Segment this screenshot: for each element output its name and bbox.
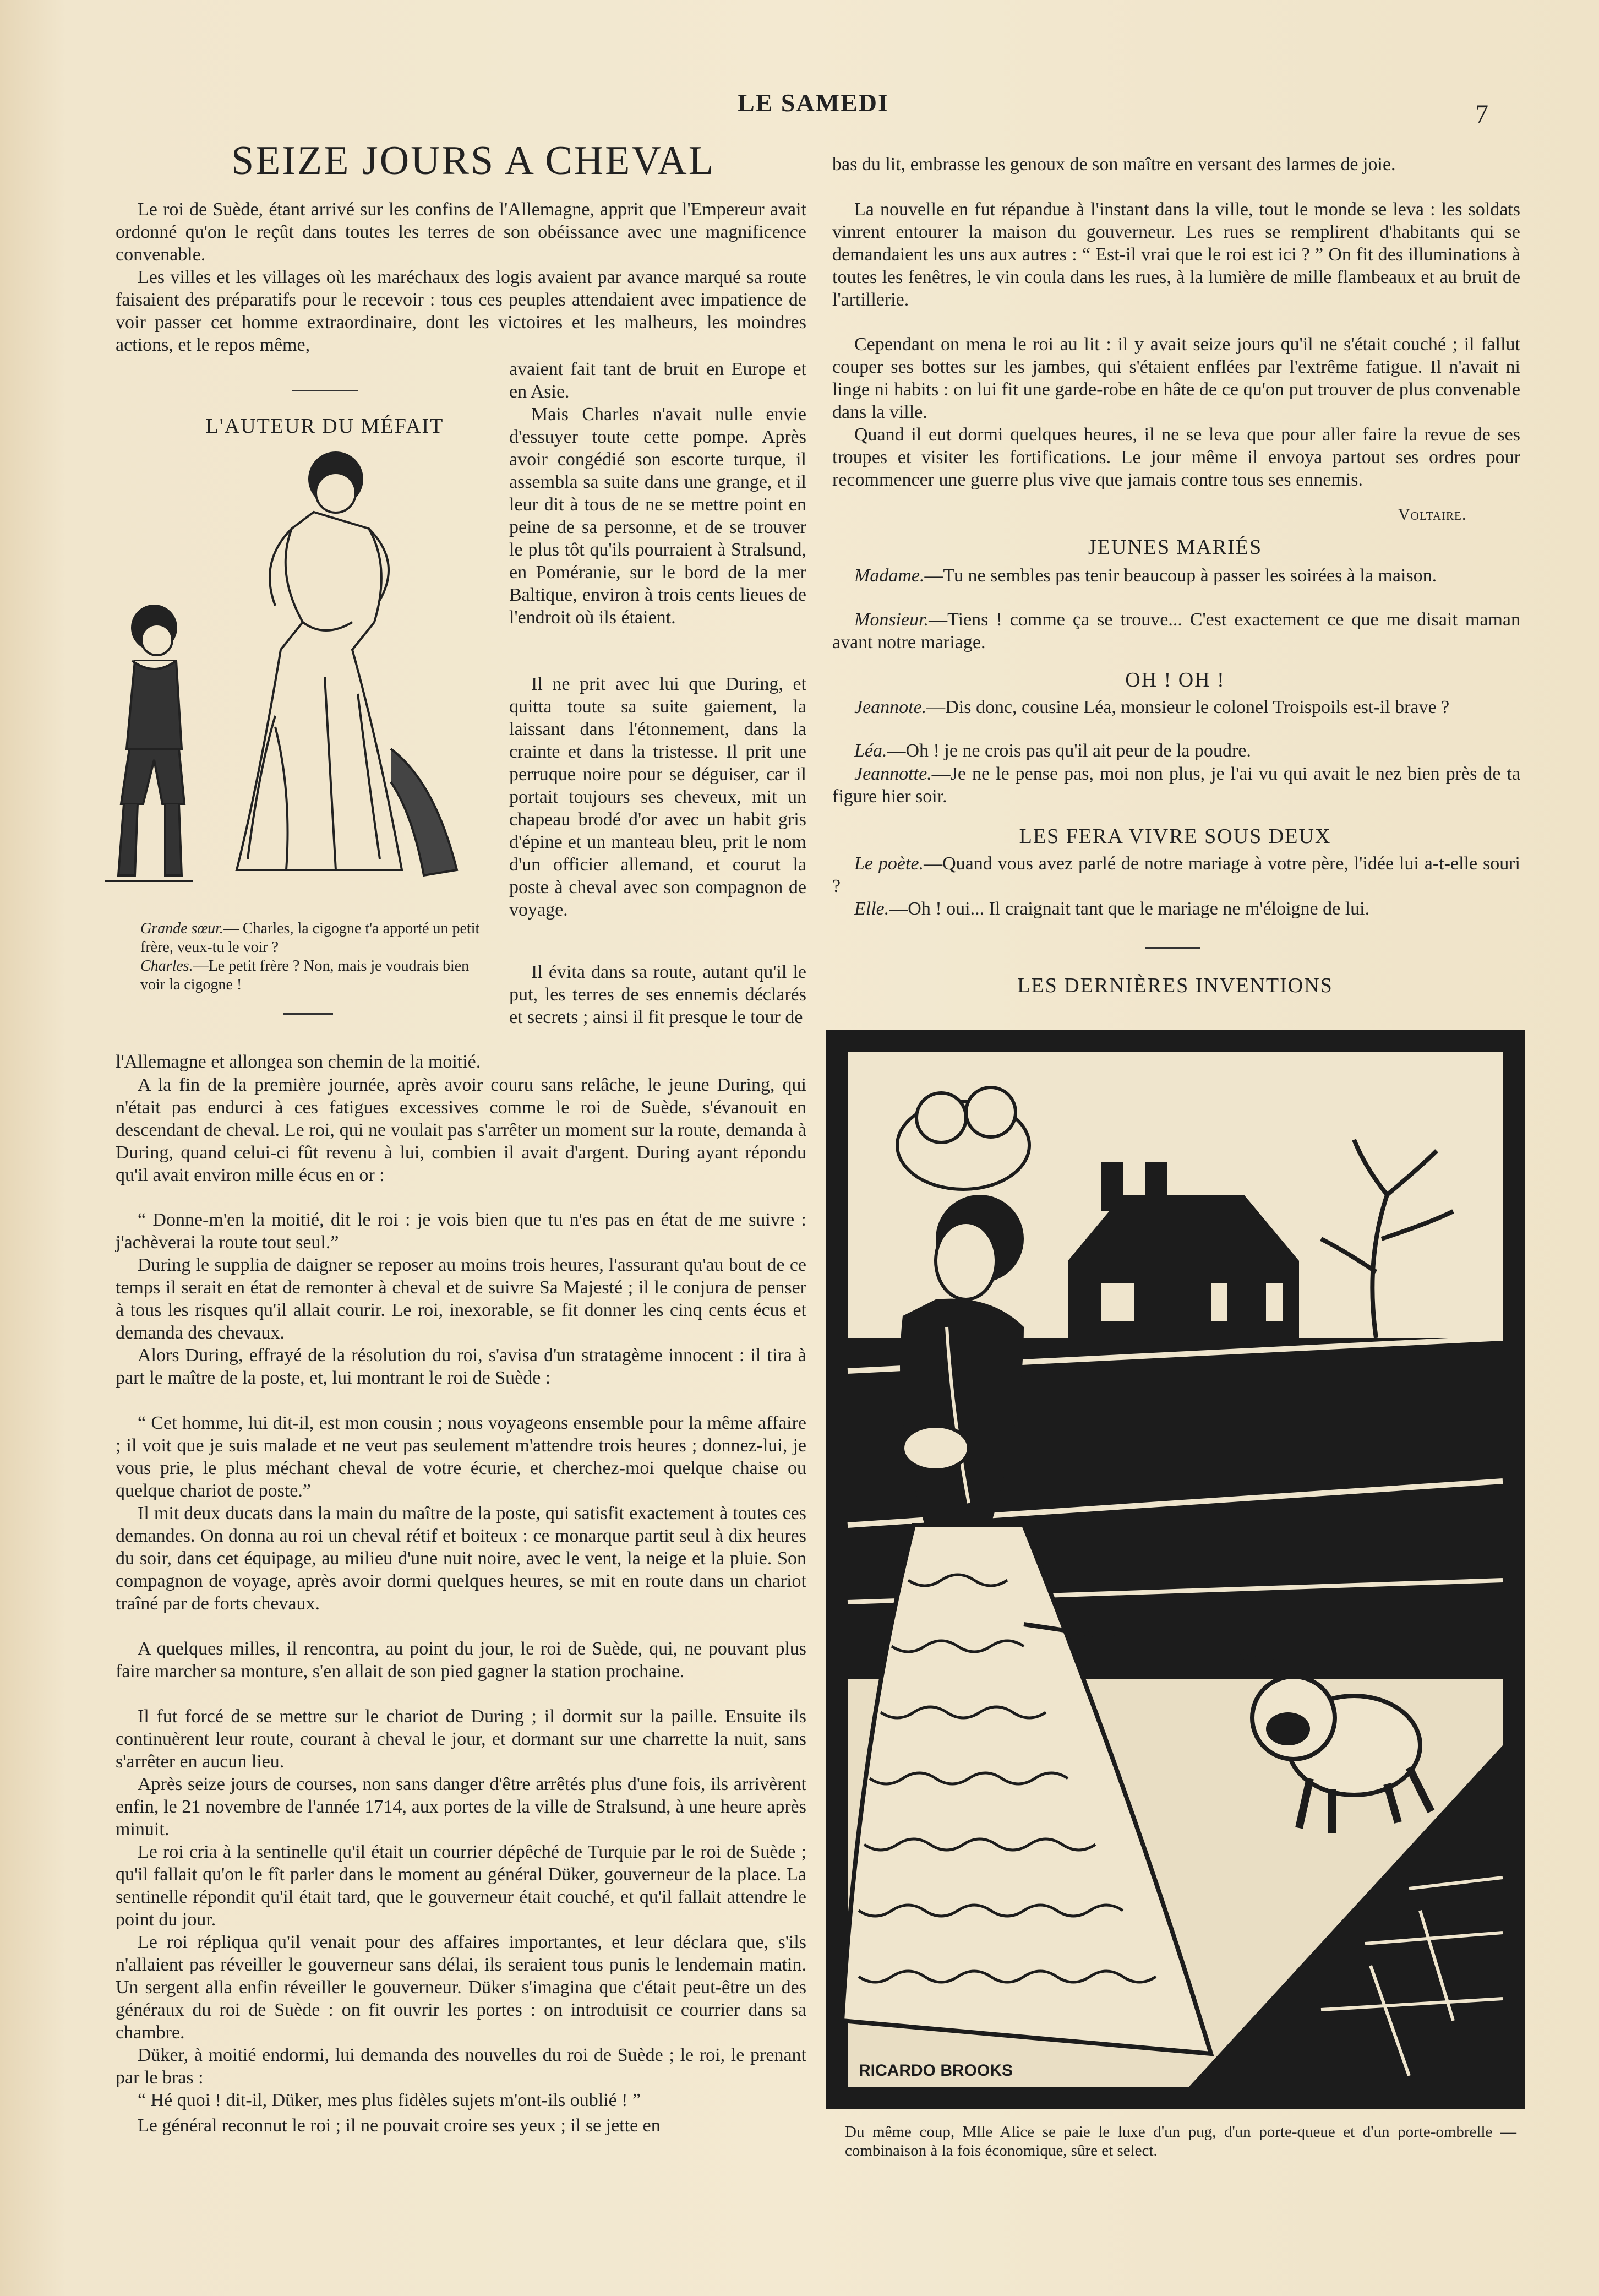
artist-signature: RICARDO BROOKS [859,2061,1013,2080]
article-author: Voltaire. [1398,505,1467,524]
article-paragraph: A quelques milles, il rencontra, au point du jour, le roi de Suède, qui, ne pouvant plus faire marcher sa monture, s'en allait de son pied gagner la station prochaine. [116,1639,806,1682]
joke-speaker: Elle. [854,899,889,919]
cartoon-illustration-sister-and-boy [94,440,490,908]
joke-speaker: Jeannote. [854,697,927,717]
article-paragraph: Les villes et les villages où les maréchaux des logis avaient par avance marqué sa route faisaient des préparatifs pour le recevoir : tous ces peuples attendaient avec impatience de voir passer cet homme extraordinaire, dont les victoires et les malheurs, les moindres actions, et le repos même, [116,267,806,355]
article-title: SEIZE JOURS A CHEVAL [231,138,715,183]
article-paragraph: “ Hé quoi ! dit-il, Düker, mes plus fidèles sujets m'ont-ils oublié ! ” [138,2090,641,2110]
article-paragraph: “ Donne-m'en la moitié, dit le roi : je vois bien que tu n'es pas en état de me suivre : j'achèverai la route tout seul.” [116,1210,806,1253]
article-paragraph: Le roi de Suède, étant arrivé sur les confins de l'Allemagne, apprit que l'Empereur avait ordonné qu'on le reçût dans toutes les terres de son obéissance avec une magnificence convenable. [116,199,806,265]
joke-line [832,852,1520,897]
article-paragraph: Il mit deux ducats dans la main du maître de la poste, qui satisfit exactement à toutes ces demandes. On donna au roi un cheval rétif et boiteux : ce monarque partit seul à dix heures du soir, dans cet équipage, au milieu d'une nuit noire, avec le vent, la neige et la pluie. Son compagnon de voyage, après avoir dormi quelques heures, se mit en route dans un chariot traîné par de forts chevaux. [116,1503,806,1614]
joke-heading: LES FERA VIVRE SOUS DEUX [1019,825,1331,848]
cartoon-heading: L'AUTEUR DU MÉFAIT [205,415,444,438]
joke-heading: OH ! OH ! [1125,668,1225,692]
article-paragraph: La nouvelle en fut répandue à l'instant dans la ville, tout le monde se leva : les soldats vinrent entourer la maison du gouverneur. Les rues se remplirent d'habitants qui se demandaient les uns aux autres : “ Est-il vrai que le roi est ici ? ” On fit des illuminations à toutes les fenêtres, le vin coula dans les rues, à la lumière de mille flambeaux et au bruit de l'artillerie. [832,199,1520,310]
article-paragraph: Le général reconnut le roi ; il ne pouvait croire ses yeux ; il se jette en [138,2115,661,2136]
joke-text: —Tu ne sembles pas tenir beaucoup à passer les soirées à la maison. [924,565,1437,586]
article-paragraph: bas du lit, embrasse les genoux de son maître en versant des larmes de joie. [832,154,1396,175]
joke-text: —Quand vous avez parlé de notre mariage à votre père, l'idée lui a-t-elle souri ? [832,853,1520,896]
page-number: 7 [1475,100,1488,129]
joke-text: —Tiens ! comme ça se trouve... C'est exactement ce que me disait maman avant notre mariage. [832,610,1520,652]
caption-speaker: Grande sœur. [140,920,223,937]
joke-line [832,696,1520,719]
joke-line [832,897,1520,920]
caption-speaker: Charles. [140,957,193,975]
article-paragraph: Après seize jours de courses, non sans danger d'être arrêtés plus d'une fois, ils arrivèrent enfin, le 21 novembre de l'année 1714, aux portes de la ville de Stralsund, à une heure après minuit. [116,1774,806,1840]
joke-text: —Oh ! oui... Il craignait tant que le mariage ne m'éloigne de lui. [889,899,1370,919]
joke-speaker: Le poète. [854,853,924,874]
divider [292,390,358,391]
cartoon-caption [140,920,482,994]
joke-text: —Je ne le pense pas, moi non plus, je l'ai vu qui avait le nez bien près de ta figure hier soir. [832,764,1520,807]
joke-heading: JEUNES MARIÉS [1088,536,1263,559]
article-paragraph: Il évita dans sa route, autant qu'il le put, les terres de ses ennemis déclarés et secrets ; ainsi il fit presque le tour de [509,962,806,1027]
cartoon-illustration-lady-with-pug [826,1030,1525,2109]
article-paragraph: Le roi cria à la sentinelle qu'il était un courrier dépêché de Turquie par le roi de Suède ; qu'il fallait qu'on le fît parler dans le moment au général Düker, gouverneur de la place. La sentinelle répondit qu'il était tard, que le gouverneur était couché, et qu'il fallait attendre le point du jour. [116,1842,806,1930]
article-paragraph: A la fin de la première journée, après avoir couru sans relâche, le jeune During, qui n'était pas endurci à ces fatigues excessives comme le roi de Suède, s'évanouit en descendant de cheval. Le roi, qui ne voulait pas s'arrêter un moment sur la route, demanda à During, quand celui-ci fût revenu à lui, combien il avait d'argent. During ayant répondu qu'il avait environ mille écus en or : [116,1075,806,1185]
divider [1145,947,1200,949]
joke-line [832,739,1520,762]
caption-text: —Le petit frère ? Non, mais je voudrais bien voir la cigogne ! [140,957,470,993]
article-paragraph: Alors During, effrayé de la résolution du roi, s'avisa d'un stratagème innocent : il tira à part le maître de la poste, et, lui montrant le roi de Suède : [116,1345,806,1388]
article-paragraph: Mais Charles n'avait nulle envie d'essuyer toute cette pompe. Après avoir congédié son escorte turque, il assembla sa suite dans une grange, et il leur dit à tous de ne se mettre point en peine de sa personne, et de se trouver le plus tôt qu'ils pourraient à Stralsund, en Poméranie, sur le bord de la mer Baltique, environ à trois cents lieues de l'endroit où ils étaient. [509,404,806,628]
cartoon-caption: Du même coup, Mlle Alice se paie le luxe d'un pug, d'un porte-queue et d'un porte-ombrelle — combinaison à la fois économique, sûre et select. [845,2123,1516,2159]
joke-text: —Oh ! je ne crois pas qu'il ait peur de la poudre. [887,741,1251,761]
article-paragraph: Il ne prit avec lui que During, et quitta toute sa suite gaiement, la laissant dans l'étonnement, dans la crainte et dans la tristesse. Il prit une perruque noire pour se déguiser, car il portait toujours ses cheveux, mit un chapeau brodé d'or avec un habit gris d'épine et un manteau bleu, prit le nom d'un officier allemand, et courut la poste à cheval avec son compagnon de voyage. [509,674,806,920]
article-paragraph: Le roi répliqua qu'il venait pour des affaires importantes, et leur déclara que, s'ils n'allaient pas réveiller le gouverneur sans délai, ils seraient tous punis le lendemain matin. Un sergent alla enfin réveiller le gouverneur. Düker s'imagina que c'était peut-être un des généraux du roi de Suède : on fit ouvrir les portes : on introduisit ce courrier dans sa chambre. [116,1932,806,2043]
joke-speaker: Léa. [854,741,887,761]
divider [283,1013,333,1015]
article-paragraph: During le supplia de daigner se reposer au moins trois heures, l'assurant qu'au bout de ce temps il serait en état de remonter à cheval et de suivre Sa Majesté ; il le conjura de penser à tous les risques qu'il allait courir. Le roi, inexorable, se fit donner les cinq cents écus et demanda des chevaux. [116,1255,806,1343]
joke-text: —Dis donc, cousine Léa, monsieur le colonel Troispoils est-il brave ? [926,697,1450,717]
article-paragraph: avaient fait tant de bruit en Europe et en Asie. [509,359,806,402]
joke-line [832,608,1520,654]
joke-speaker: Madame. [854,565,925,586]
joke-speaker: Monsieur. [854,610,929,630]
article-paragraph: Il fut forcé de se mettre sur le chariot de During ; il dormit sur la paille. Ensuite ils continuèrent leur route, courant à cheval le jour, et dormant sur une charrette la nuit, sans s'arrêter en aucun lieu. [116,1706,806,1772]
article-paragraph: Cependant on mena le roi au lit : il y avait seize jours qu'il ne s'était couché ; il fallut couper ses bottes sur les jambes, qui s'étaient enflées par l'extrême fatigue. Il n'avait ni linge ni habits : on lui fit une garde-robe en hâte de ce qu'on put trouver de plus convenable dans la ville. [832,334,1520,422]
cartoon-heading: LES DERNIÈRES INVENTIONS [1017,974,1333,997]
article-paragraph: l'Allemagne et allongea son chemin de la moitié. [116,1052,481,1072]
article-paragraph: “ Cet homme, lui dit-il, est mon cousin ; nous voyageons ensemble pour la même affaire ; il voit que je suis malade et ne veut pas seulement m'attendre trois heures ; donnez-lui, je vous prie, le plus méchant cheval de votre écurie, et cherchez-moi quelque chaise ou quelque chariot de poste.” [116,1413,806,1501]
joke-line [832,763,1520,808]
article-paragraph: Quand il eut dormi quelques heures, il ne se leva que pour aller faire la revue de ses troupes et visiter les fortifications. Le jour même il envoya partout ses ordres pour recommencer une guerre plus vive que jamais contre tous ses ennemis. [832,425,1520,490]
journal-header: LE SAMEDI [738,89,889,117]
caption-text: — Charles, la cigogne t'a apporté un petit frère, veux-tu le voir ? [140,920,480,956]
joke-line [832,564,1520,587]
joke-speaker: Jeannotte. [854,764,932,784]
article-paragraph: Düker, à moitié endormi, lui demanda des nouvelles du roi de Suède ; le roi, le prenant par le bras : [116,2045,806,2088]
